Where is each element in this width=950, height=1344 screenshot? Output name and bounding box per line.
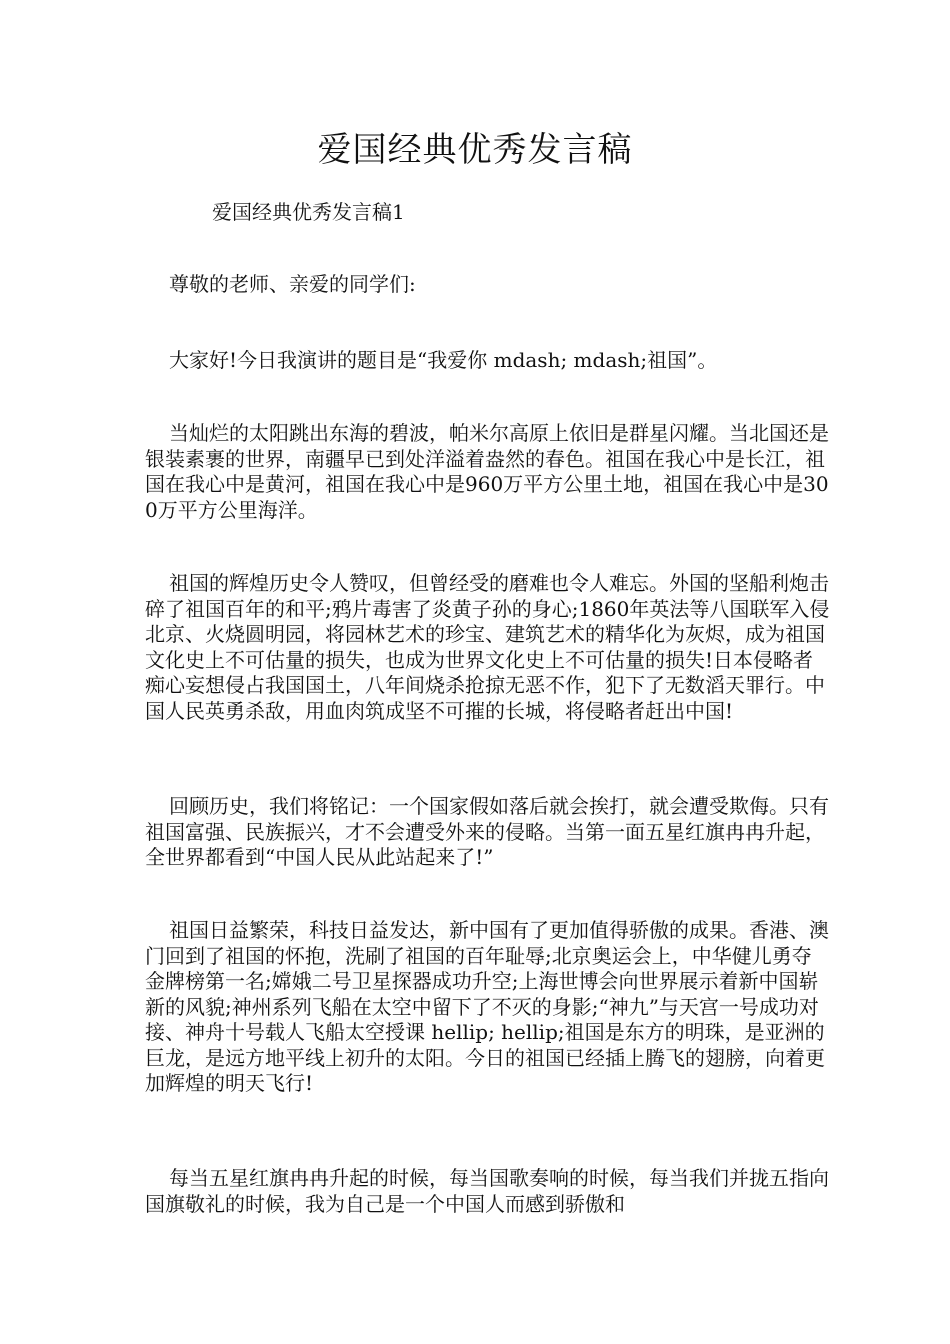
paragraph-prosperity: 祖国日益繁荣，科技日益发达，新中国有了更加值得骄傲的成果。香港、澳门回到了祖国的怀抱，洗刷了祖国的百年耻辱;北京奥运会上，中华健儿勇夺金牌榜第一名;嫦娥二号卫星探器成功升空;上海世博会向世界展示着新中国崭新的风貌;神州系列飞船在太空中留下了不灭的身影;“神九”与天宫一号成功对接、神舟十号载人飞船太空授课 hellip; hellip;祖国是东方的明珠，是亚洲的巨龙，是远方地平线上初升的太阳。今日的祖国已经插上腾飞的翅膀，向着更加辉煌的明天飞行! <box>145 918 829 1095</box>
paragraph-flag: 每当五星红旗冉冉升起的时候，每当国歌奏响的时候，每当我们并拢五指向国旗敬礼的时候，我为自己是一个中国人而感到骄傲和 <box>145 1166 829 1216</box>
paragraph-greeting: 尊敬的老师、亲爱的同学们: <box>169 272 416 296</box>
paragraph-intro: 大家好!今日我演讲的题目是“我爱你 mdash; mdash;祖国”。 <box>169 348 718 372</box>
paragraph-history: 祖国的辉煌历史令人赞叹，但曾经受的磨难也令人难忘。外国的坚船利炮击碎了祖国百年的和平;鸦片毒害了炎黄子孙的身心;1860年英法等八国联军入侵北京、火烧圆明园，将园林艺术的珍宝、建筑艺术的精华化为灰烬，成为祖国文化史上不可估量的损失，也成为世界文化史上不可估量的损失!日本侵略者痴心妄想侵占我国国土，八年间烧杀抢掠无恶不作，犯下了无数滔天罪行。中国人民英勇杀敌，用血肉筑成坚不可摧的长城，将侵略者赶出中国! <box>145 571 830 723</box>
paragraph-reflection: 回顾历史，我们将铭记：一个国家假如落后就会挨打，就会遭受欺侮。只有祖国富强、民族振兴，才不会遭受外来的侵略。当第一面五星红旗冉冉升起，全世界都看到“中国人民从此站起来了!” <box>145 794 829 869</box>
paragraph-landscape: 当灿烂的太阳跳出东海的碧波，帕米尔高原上依旧是群星闪耀。当北国还是银装素裹的世界，南疆早已到处洋溢着盎然的春色。祖国在我心中是长江，祖国在我心中是黄河，祖国在我心中是960万平方公里土地，祖国在我心中是300万平方公里海洋。 <box>145 421 829 522</box>
document-title: 爱国经典优秀发言稿 <box>317 130 633 170</box>
document-subtitle: 爱国经典优秀发言稿1 <box>212 200 405 224</box>
